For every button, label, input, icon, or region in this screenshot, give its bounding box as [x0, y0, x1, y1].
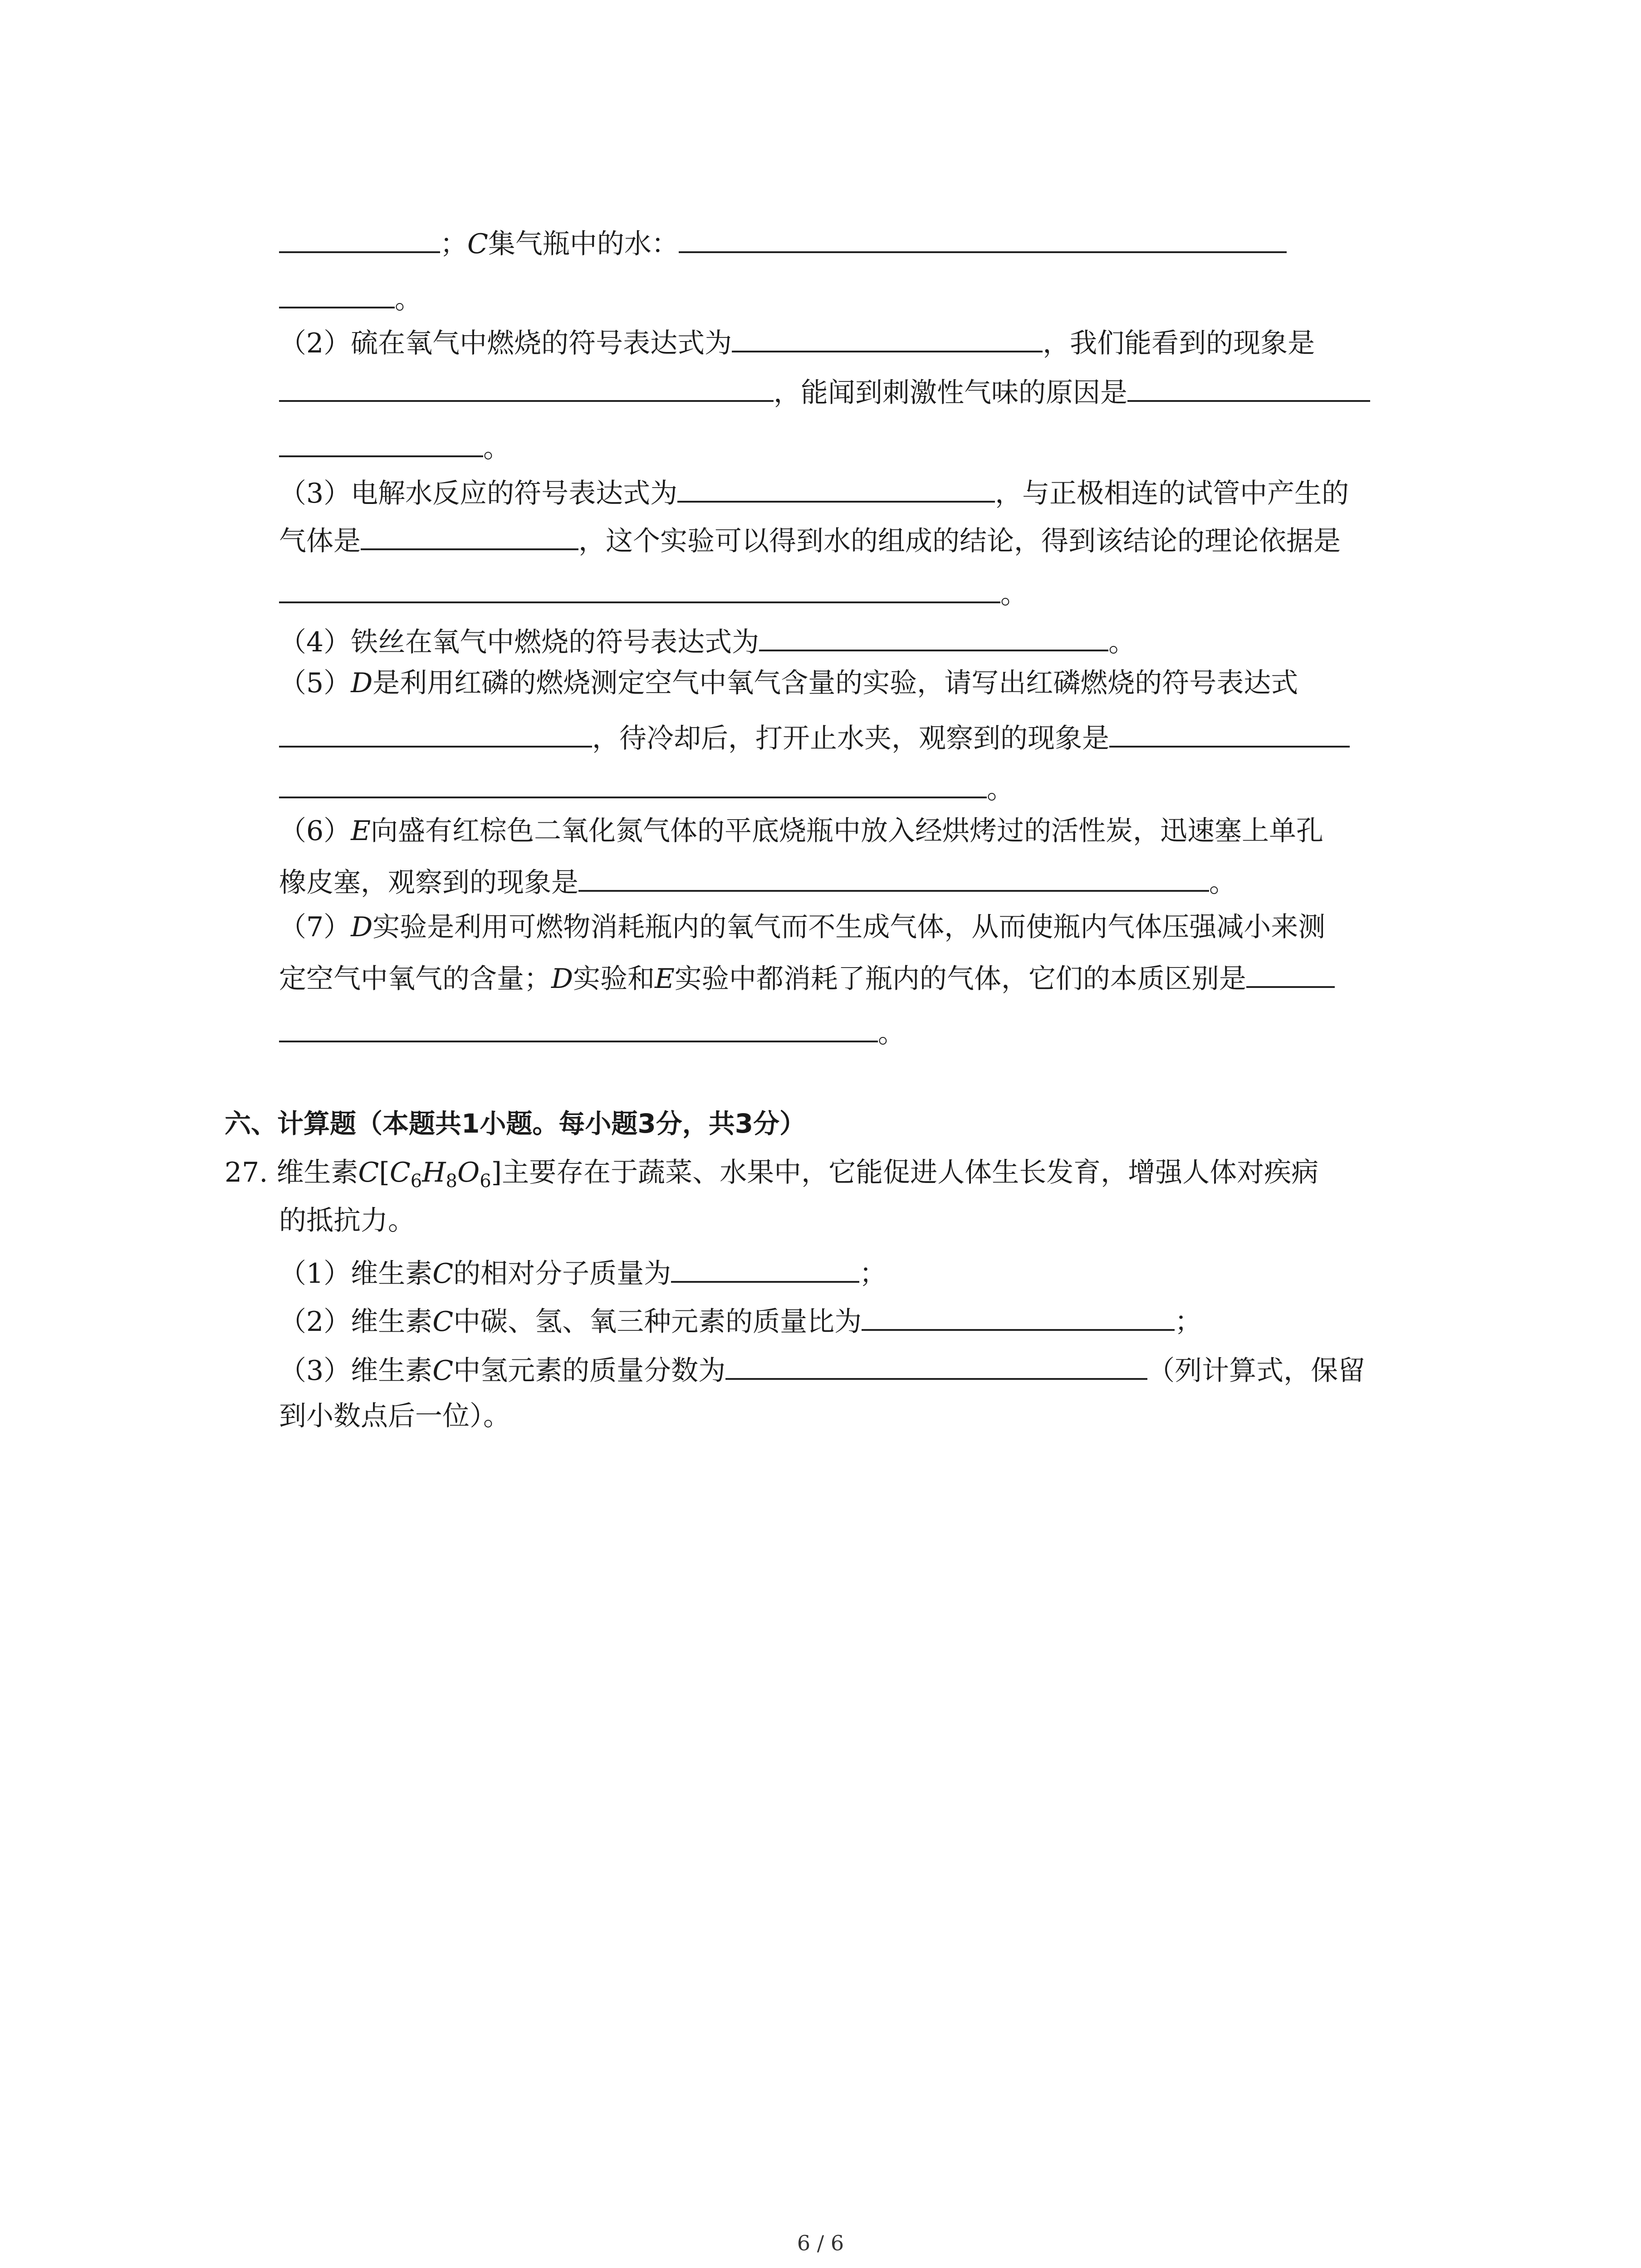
punct: 。 — [483, 432, 510, 464]
punct: 。 — [1209, 867, 1236, 899]
formula-element: C — [389, 1157, 411, 1188]
text: （2）维生素 — [279, 1306, 433, 1338]
page-number — [0, 2231, 1641, 2255]
q26-line-c-end — [279, 278, 422, 314]
formula-subscript: 8 — [446, 1171, 457, 1192]
text: 集气瓶中的水： — [488, 228, 679, 260]
italic-letter: E — [351, 815, 371, 847]
q27-p3 — [279, 1349, 1365, 1385]
answer-blank[interactable] — [1109, 717, 1350, 748]
text: 是利用红磷的燃烧测定空气中氧气含量的实验，请写出红磷燃烧的符号表达式 — [372, 667, 1298, 699]
answer-blank[interactable] — [279, 371, 774, 402]
q26-p3-line3 — [279, 572, 1028, 609]
answer-blank[interactable] — [279, 222, 440, 253]
text: （列计算式，保留 — [1147, 1355, 1366, 1387]
answer-blank[interactable] — [279, 572, 1000, 603]
punct: ； — [440, 228, 467, 260]
answer-blank[interactable] — [279, 1012, 878, 1042]
answer-blank[interactable] — [279, 426, 483, 457]
text: 气体是 — [279, 525, 361, 557]
q26-p3-line1 — [279, 472, 1349, 508]
q26-p2-line1 — [279, 322, 1315, 358]
text: （3）电解水反应的符号表达式为 — [279, 478, 678, 509]
text: （1）维生素 — [279, 1258, 433, 1290]
text: 中氢元素的质量分数为 — [453, 1355, 726, 1387]
formula-subscript: 6 — [480, 1171, 491, 1192]
italic-letter: C — [358, 1157, 379, 1188]
text: 实验中都消耗了瓶内的气体，它们的本质区别是 — [674, 963, 1246, 995]
q27-line1 — [225, 1154, 1318, 1191]
text: （2）硫在氧气中燃烧的符号表达式为 — [279, 327, 732, 359]
punct: ； — [859, 1258, 887, 1290]
text: 的抵抗力。 — [279, 1205, 415, 1237]
q26-p3-line2 — [279, 519, 1341, 556]
text: （4）铁丝在氧气中燃烧的符号表达式为 — [279, 626, 759, 658]
bracket: ] — [491, 1157, 502, 1188]
punct: ； — [1175, 1306, 1202, 1338]
text: 中碳、氢、氧三种元素的质量比为 — [453, 1306, 862, 1338]
text: （6） — [279, 815, 351, 847]
answer-blank[interactable] — [862, 1300, 1175, 1331]
answer-blank[interactable] — [1246, 957, 1335, 988]
q26-p6-line2 — [279, 861, 1236, 897]
answer-blank[interactable] — [677, 472, 995, 503]
text: 橡皮塞，观察到的现象是 — [279, 867, 578, 899]
italic-letter: C — [432, 1306, 454, 1338]
page-number-text: 6 / 6 — [797, 2231, 844, 2255]
text: ，能闻到刺激性气味的原因是 — [774, 377, 1127, 409]
punct: 。 — [1108, 626, 1136, 658]
q26-p5-line2 — [279, 717, 1350, 753]
text: 定空气中氧气的含量； — [279, 963, 551, 995]
italic-letter: C — [467, 228, 488, 260]
italic-letter: C — [432, 1355, 454, 1387]
punct: 。 — [1000, 578, 1028, 610]
q27-p1 — [279, 1252, 887, 1288]
q26-p7-line2 — [279, 957, 1335, 993]
text: （7） — [279, 911, 351, 943]
text: 向盛有红棕色二氧化氮气体的平底烧瓶中放入经烘烤过的活性炭，迅速塞上单孔 — [371, 815, 1323, 847]
text: 主要存在于蔬菜、水果中，它能促进人体生长发育，增强人体对疾病 — [502, 1157, 1319, 1188]
answer-blank[interactable] — [671, 1252, 859, 1283]
punct: 。 — [878, 1017, 905, 1049]
formula-element: H — [422, 1157, 446, 1188]
q26-p7-line3 — [279, 1012, 905, 1048]
text: （5） — [279, 667, 351, 699]
text: 实验和 — [573, 963, 655, 995]
punct: 。 — [987, 773, 1014, 805]
answer-blank[interactable] — [725, 1349, 1147, 1380]
formula-subscript: 6 — [410, 1171, 422, 1192]
q26-p7-line1 — [279, 909, 1325, 945]
text: 实验是利用可燃物消耗瓶内的氧气而不生成气体，从而使瓶内气体压强减小来测 — [372, 911, 1326, 943]
text: 的相对分子质量为 — [453, 1258, 671, 1290]
italic-letter: C — [432, 1258, 454, 1290]
q26-p5-line1 — [279, 665, 1298, 701]
text: ，待冷却后，打开止水夹，观察到的现象是 — [592, 723, 1109, 754]
answer-blank[interactable] — [1127, 371, 1370, 402]
italic-letter: E — [655, 963, 675, 995]
text: 到小数点后一位）。 — [279, 1400, 510, 1432]
q26-p6-line1 — [279, 813, 1323, 849]
answer-blank[interactable] — [732, 322, 1043, 352]
formula-element: O — [457, 1157, 480, 1188]
text: 维生素 — [276, 1157, 358, 1188]
punct: 。 — [395, 284, 422, 315]
answer-blank[interactable] — [279, 767, 987, 798]
answer-blank[interactable] — [578, 861, 1209, 892]
q26-p2-line2 — [279, 371, 1370, 407]
section-heading-text: 六、计算题（本题共1小题。每小题3分，共3分） — [225, 1108, 806, 1139]
q27-p3-line2 — [279, 1398, 510, 1434]
q26-p5-line3 — [279, 767, 1014, 804]
text: ，我们能看到的现象是 — [1043, 327, 1315, 359]
italic-letter: D — [551, 963, 573, 995]
bracket: [ — [379, 1157, 390, 1188]
answer-blank[interactable] — [279, 278, 395, 308]
q26-line-c-bottle — [279, 222, 1287, 259]
answer-blank[interactable] — [759, 621, 1108, 651]
question-number: 27. — [225, 1157, 268, 1188]
section-heading — [225, 1105, 806, 1142]
italic-letter: D — [351, 911, 373, 943]
answer-blank[interactable] — [679, 222, 1287, 253]
italic-letter: D — [351, 667, 373, 699]
q26-p2-line3 — [279, 426, 510, 463]
text: （3）维生素 — [279, 1355, 433, 1387]
q27-line2 — [279, 1202, 415, 1239]
q27-p2 — [279, 1300, 1202, 1336]
answer-blank[interactable] — [279, 717, 592, 748]
text: ，这个实验可以得到水的组成的结论，得到该结论的理论依据是 — [578, 525, 1341, 557]
text: ，与正极相连的试管中产生的 — [995, 478, 1349, 509]
answer-blank[interactable] — [361, 519, 578, 550]
q26-p4-line1 — [279, 621, 1136, 657]
